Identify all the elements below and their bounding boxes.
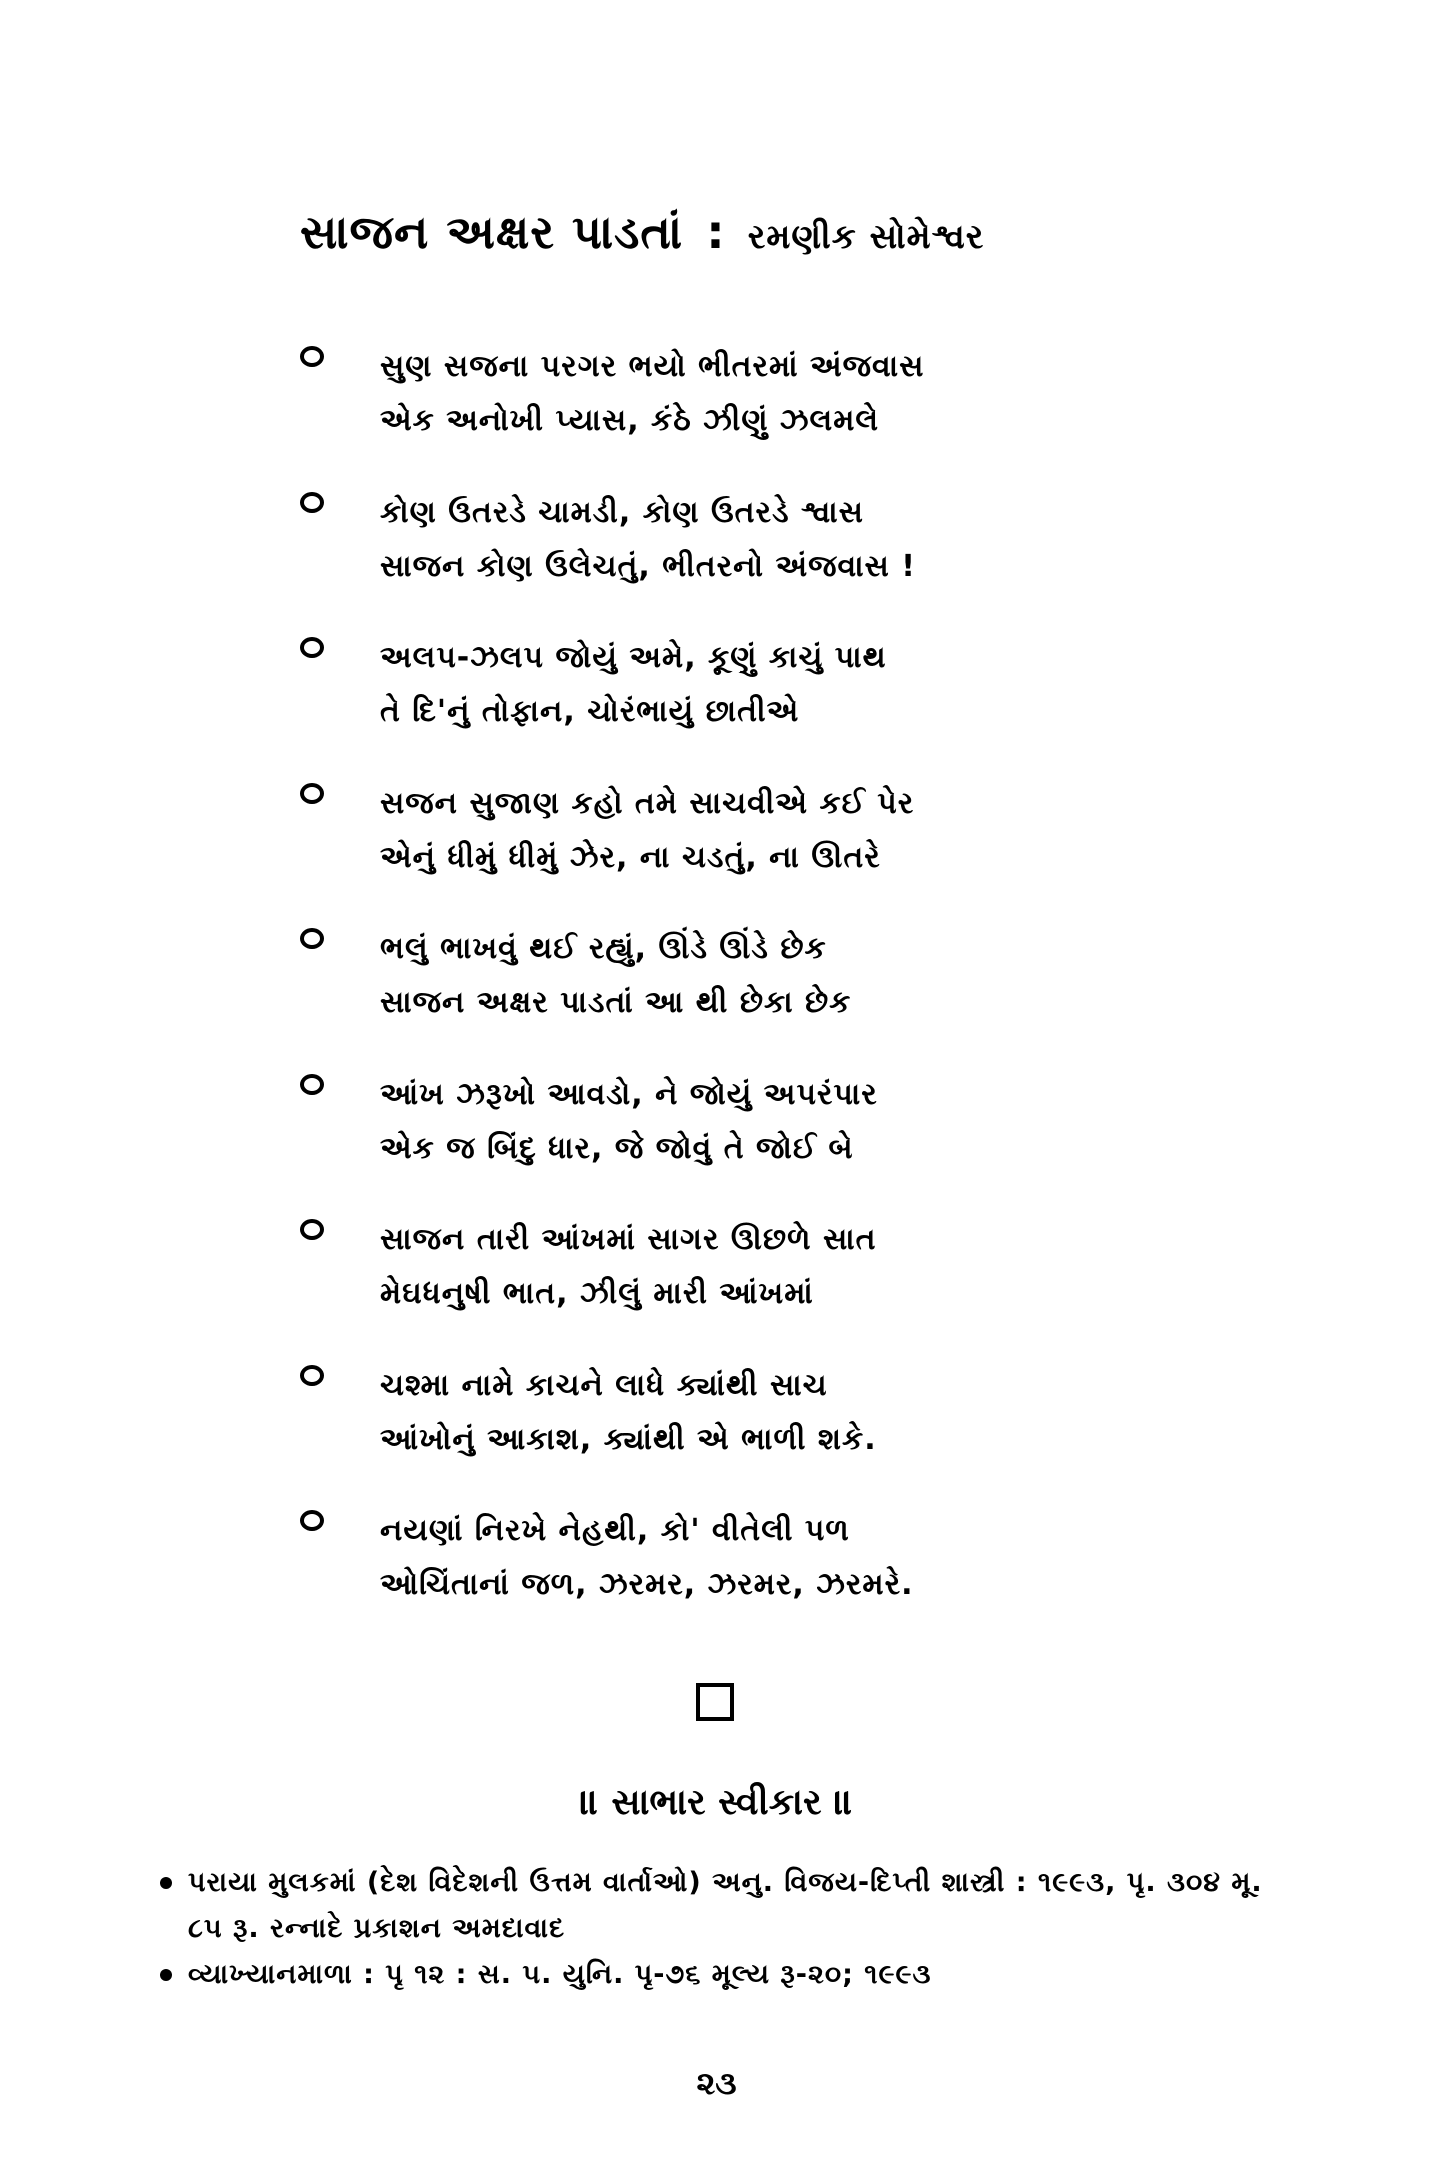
stanza bbox=[300, 1213, 1100, 1359]
stanza-line: કોણ ઉતરડે ચામડી, કોણ ઉતરડે શ્વાસ bbox=[380, 494, 864, 530]
ring-bullet-icon bbox=[300, 637, 324, 658]
stanza-line: ભલું ભાખવું થઈ રહ્યું, ઊંડે ઊંડે છેક bbox=[380, 931, 827, 966]
stanza-line: સાજન તારી આંખમાં સાગર ઊછળે સાત bbox=[380, 1222, 877, 1257]
ring-bullet-icon bbox=[300, 492, 324, 513]
stanza-line: સાજન કોણ ઉલેચતું, ભીતરનો અંજવાસ ! bbox=[380, 548, 916, 584]
stanza-line: એનું ધીમું ધીમું ઝેર, ના ચડતું, ના ઊતરે bbox=[380, 839, 881, 875]
bullet-dot-icon bbox=[160, 1877, 172, 1889]
poem-title: સાજન અક્ષર પાડતાં bbox=[300, 205, 684, 259]
stanza-line: એક જ બિંદુ ધાર, જે જોવું તે જોઈ બે bbox=[380, 1130, 854, 1166]
stanza-line: અલપ-ઝલપ જોયું અમે, કૂણું કાચું પાથ bbox=[380, 640, 887, 675]
ring-bullet-icon bbox=[300, 1510, 324, 1531]
stanza-line: સાજન અક્ષર પાડતાં આ થી છેકા છેક bbox=[380, 985, 852, 1020]
stanza-line: સુણ સજના પરગર ભયો ભીતરમાં અંજવાસ bbox=[380, 349, 925, 384]
stanza bbox=[300, 1504, 1100, 1650]
poem-author: રમણીક સોમેશ્વર bbox=[747, 217, 985, 257]
title-separator: : bbox=[706, 205, 725, 259]
stanza-line: આંખોનું આકાશ, ક્યાંથી એ ભાળી શકે. bbox=[380, 1421, 877, 1457]
ring-bullet-icon bbox=[300, 1365, 324, 1386]
stanza-line: તે દિ'નું તોફાન, ચોરંભાયું છાતીએ bbox=[380, 694, 800, 729]
stanza bbox=[300, 1068, 1100, 1214]
stanza bbox=[300, 340, 1100, 486]
bullet-dot-icon bbox=[160, 1969, 172, 1981]
stanza-line: નયણાં નિરખે નેહથી, કો' વીતેલી પળ bbox=[380, 1513, 850, 1548]
stanza-line: ચશ્મા નામે કાચને લાધે ક્યાંથી સાચ bbox=[380, 1367, 828, 1403]
stanza bbox=[300, 922, 1100, 1068]
ring-bullet-icon bbox=[300, 346, 324, 367]
stanza-line: એક અનોખી પ્યાસ, કંઠે ઝીણું ઝલમલે bbox=[380, 403, 880, 438]
poem-heading bbox=[300, 205, 1200, 261]
ring-bullet-icon bbox=[300, 783, 324, 804]
acknowledgement-text: વ્યાખ્યાનમાળા : પૃ ૧૨ : સ. ૫. યુનિ. પૃ-૭૬ મૂલ્ય રૂ-૨૦; ૧૯૯૩ bbox=[188, 1959, 932, 1990]
ring-bullet-icon bbox=[300, 928, 324, 949]
poem-stanzas bbox=[300, 340, 1100, 1650]
stanza bbox=[300, 631, 1100, 777]
acknowledgement-text: પરાયા મુલકમાં (દેશ વિદેશની ઉત્તમ વાર્તાઓ) અનુ. વિજય-દિપ્તી શાસ્ત્રી : ૧૯૯૩, પૃ. ૩૦૪ મૂ. ૮૫ રૂ. રન્નાદે પ્રકાશન અમદાવાદ bbox=[188, 1867, 1263, 1944]
acknowledgement-list bbox=[160, 1860, 1300, 1998]
ring-bullet-icon bbox=[300, 1074, 324, 1095]
ring-bullet-icon bbox=[300, 1219, 324, 1240]
stanza bbox=[300, 1359, 1100, 1505]
stanza-line: મેઘધનુષી ભાત, ઝીલું મારી આંખમાં bbox=[380, 1276, 814, 1311]
stanza-line: સજન સુજાણ કહો તમે સાચવીએ કઈ પેર bbox=[380, 785, 915, 821]
stanza bbox=[300, 777, 1100, 923]
page-number: ૨૩ bbox=[696, 2064, 737, 2102]
stanza-line: ઓચિંતાનાં જળ, ઝરમર, ઝરમર, ઝરમરે. bbox=[380, 1567, 914, 1602]
square-end-mark-icon bbox=[696, 1683, 734, 1721]
stanza bbox=[300, 486, 1100, 632]
acknowledgement-item bbox=[160, 1952, 1300, 1998]
acknowledgement-item bbox=[160, 1860, 1300, 1952]
acknowledgement-heading: ॥ સાભાર સ્વીકાર ॥ bbox=[579, 1782, 854, 1823]
stanza-line: આંખ ઝરૂખો આવડો, ને જોયું અપરંપાર bbox=[380, 1076, 878, 1112]
